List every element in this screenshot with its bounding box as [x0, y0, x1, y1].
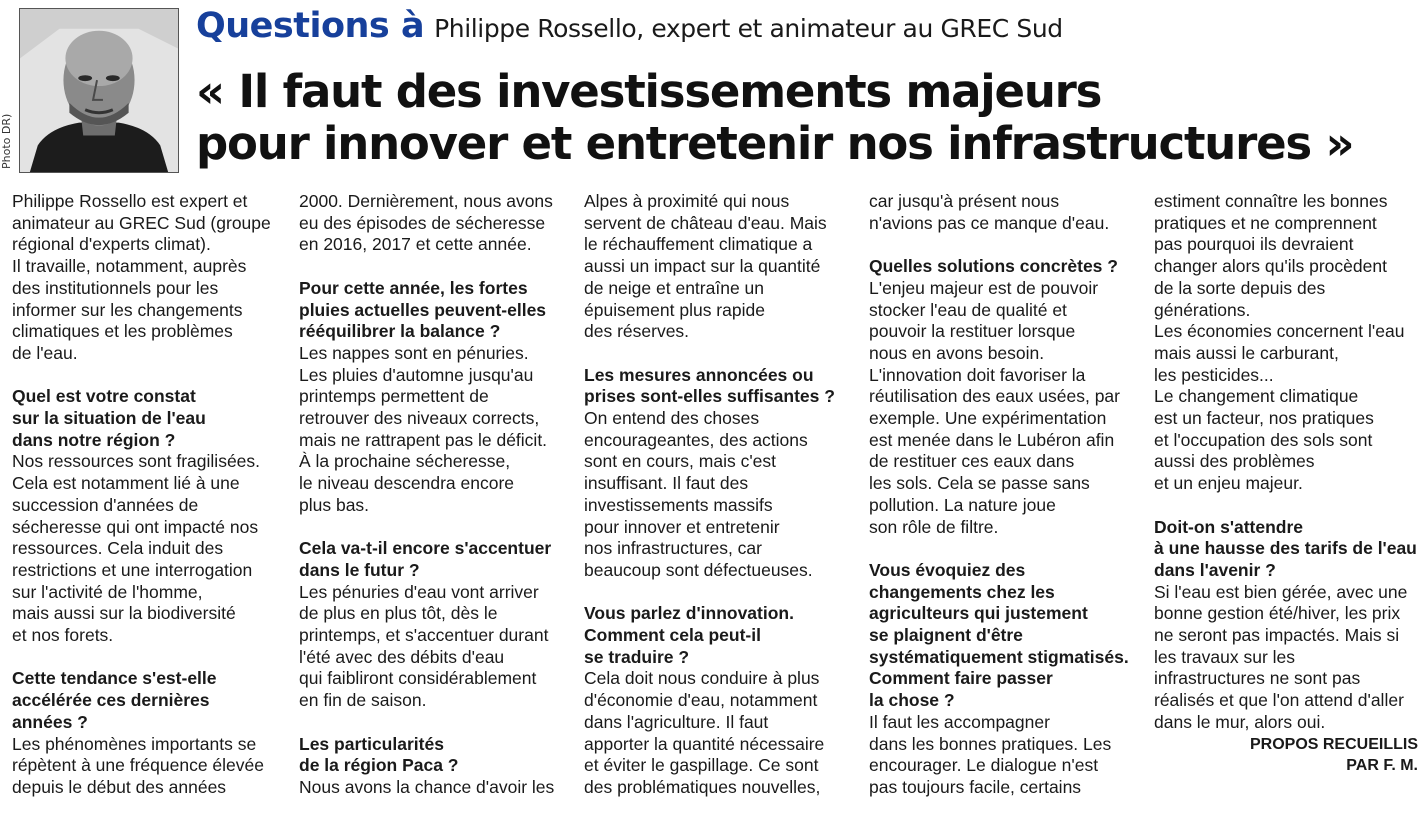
- answer-6: On entend des choses encourageantes, des actions sont en cours, mais c'est insuffisant. Il faut des investissements massifs pour innover et entretenir nos infrastructures, car beaucoup sont défectueuses.: [584, 408, 813, 580]
- question-7: Vous parlez d'innovation. Comment cela peut-il se traduire ?: [584, 603, 794, 667]
- answer-9-continued: estiment connaître les bonnes pratiques et ne comprennent pas pourquoi ils devraient changer alors qu'ils procèdent de la sorte depuis des générations. Les économies concernent l'eau mais aussi le carburant, les pesticides... Le changement climatique est un facteur, nos pratiques et l'occupation des sols sont aussi des problèmes et un enjeu majeur.: [1154, 191, 1405, 494]
- kicker-interviewee: Philippe Rossello, expert et animateur au GREC Sud: [434, 14, 1063, 43]
- answer-2-continued: 2000. Dernièrement, nous avons eu des épisodes de sécheresse en 2016, 2017 et cette année.: [299, 191, 553, 255]
- answer-7: Cela doit nous conduire à plus d'économie d'eau, notamment dans l'agriculture. Il faut apporter la quantité nécessaire et éviter le gaspillage. Ce sont des problématiques nouvelles,: [584, 668, 825, 797]
- column-5: [1154, 191, 1418, 777]
- answer-3: Les nappes sont en pénuries. Les pluies d'automne jusqu'au printemps permettent de retrouver des niveaux corrects, mais ne rattrapent pas le déficit. À la prochaine sécheresse, le niveau descendra encore plus bas.: [299, 342, 548, 515]
- interview-kicker: [196, 6, 1063, 46]
- answer-1: Nos ressources sont fragilisées. Cela est notamment lié à une succession d'années de sécheresse qui ont impacté nos ressources. Cela induit des restrictions et une interrogation sur l'activité de l'homme, mais aussi sur la biodiversité et nos forets.: [12, 451, 261, 646]
- question-5: Les particularités de la région Paca ?: [299, 733, 459, 776]
- intro-paragraph: Philippe Rossello est expert et animateur au GREC Sud (groupe régional d'experts climat). Il travaille, notamment, auprès des institutionnels pour les informer sur les changements climatiques et les problèmes de l'eau.: [12, 191, 271, 363]
- column-4: [869, 191, 1139, 799]
- answer-4: Les pénuries d'eau vont arriver de plus en plus tôt, dès le printemps, et s'accentuer durant l'été avec des débits d'eau qui faibliront considérablement en fin de saison.: [299, 581, 549, 711]
- answer-9: Il faut les accompagner dans les bonnes pratiques. Les encourager. Le dialogue n'est pas toujours facile, certains: [869, 711, 1112, 797]
- answer-5-continued: Alpes à proximité qui nous servent de château d'eau. Mais le réchauffement climatique a aussi un impact sur la quantité de neige et entraîne un épuisement plus rapide des réserves.: [584, 191, 827, 342]
- question-1: Quel est votre constat sur la situation de l'eau dans notre région ?: [12, 386, 206, 450]
- column-2: [299, 191, 569, 799]
- author-signature: PROPOS RECUEILLIS PAR F. M.: [1249, 735, 1418, 775]
- question-8: Quelles solutions concrètes ?: [869, 256, 1118, 277]
- article-headline: [196, 66, 1421, 170]
- column-1: [12, 191, 282, 799]
- question-10: Doit-on s'attendre à une hausse des tarifs de l'eau dans l'avenir ?: [1154, 516, 1417, 580]
- photo-credit: Photo DR): [0, 113, 13, 169]
- question-6: Les mesures annoncées ou prises sont-elles suffisantes ?: [584, 364, 835, 407]
- article-body: [12, 191, 1418, 806]
- answer-7-continued: car jusqu'à présent nous n'avions pas ce manque d'eau.: [869, 191, 1110, 233]
- answer-5: Nous avons la chance d'avoir les: [299, 776, 555, 797]
- portrait-photo: [19, 8, 179, 173]
- answer-2: Les phénomènes importants se répètent à une fréquence élevée depuis le début des années: [12, 733, 264, 797]
- headline-line-2: pour innover et entretenir nos infrastructures »: [196, 117, 1354, 170]
- kicker-label: Questions à: [196, 6, 425, 46]
- answer-8: L'enjeu majeur est de pouvoir stocker l'eau de qualité et pouvoir la restituer lorsque nous en avons besoin. L'innovation doit favoriser la réutilisation des eaux usées, par exemple. Une expérimentation est menée dans le Lubéron afin de restituer ces eaux dans les sols. Cela se passe sans pollution. La nature joue son rôle de filtre.: [869, 277, 1120, 537]
- headline-line-1: « Il faut des investissements majeurs: [196, 65, 1102, 118]
- column-3: [584, 191, 854, 799]
- question-2: Cette tendance s'est-elle accélérée ces dernières années ?: [12, 668, 217, 732]
- answer-10: Si l'eau est bien gérée, avec une bonne gestion été/hiver, les prix ne seront pas impactés. Mais si les travaux sur les infrastructures ne sont pas réalisés et que l'on attend d'aller dans le mur, alors oui.: [1154, 581, 1408, 732]
- question-9: Vous évoquiez des changements chez les agriculteurs qui justement se plaignent d'être systématiquement stigmatisés. Comment faire passer la chose ?: [869, 559, 1129, 711]
- question-3: Pour cette année, les fortes pluies actuelles peuvent-elles rééquilibrer la balance ?: [299, 277, 547, 342]
- question-4: Cela va-t-il encore s'accentuer dans le futur ?: [299, 538, 552, 580]
